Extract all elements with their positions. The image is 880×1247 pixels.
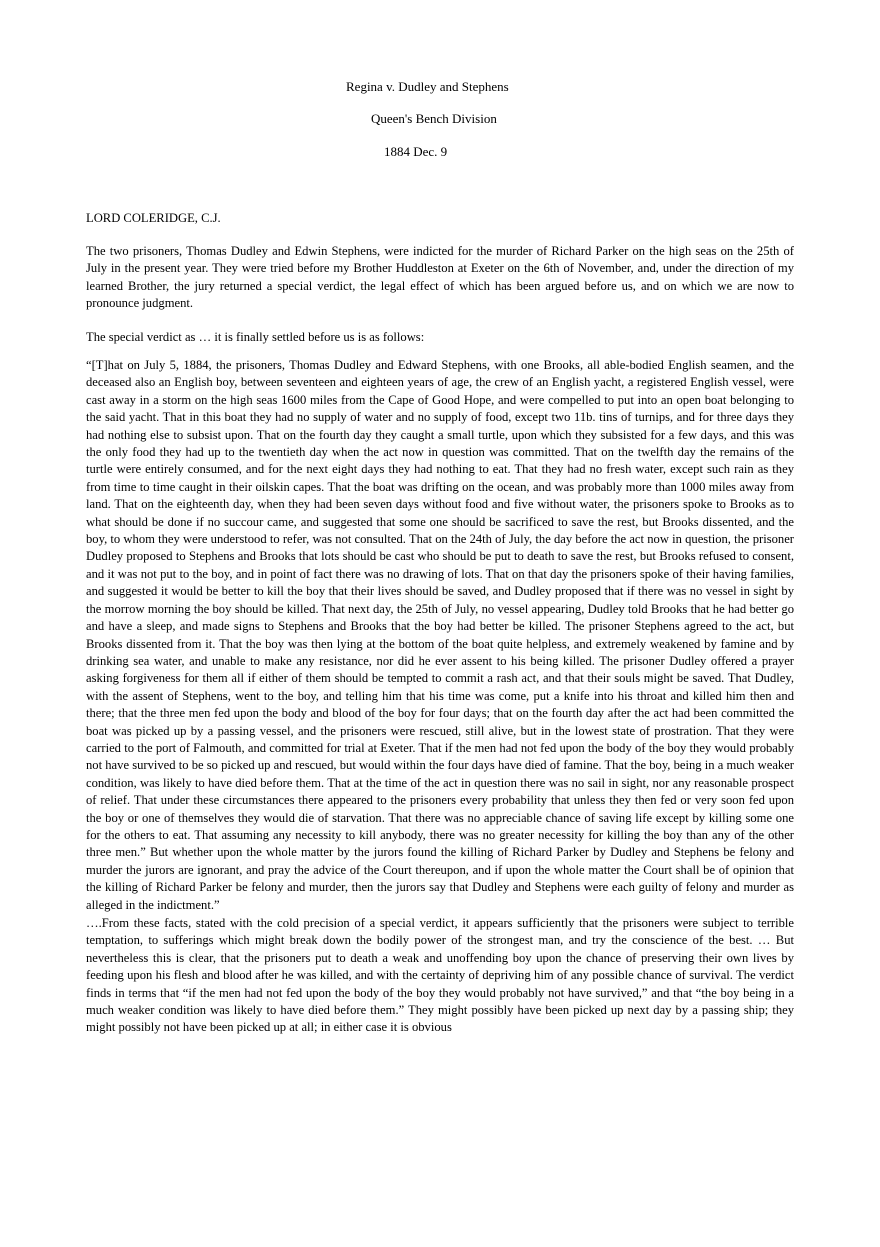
case-title: Regina v. Dudley and Stephens bbox=[346, 79, 509, 94]
judge-name: LORD COLERIDGE, C.J. bbox=[86, 211, 221, 225]
paragraph-analysis: ….From these facts, stated with the cold precision of a special verdict, it appears sufficiently that the prisoners were subject to terrible temptation, to sufferings which might break down the bodily power of the strongest man, and try the conscience of the best. … But nevertheless this is clear, that the prisoners put to death a weak and unoffending boy upon the chance of preserving their own lives by feeding upon his flesh and blood after he was killed, and with the certainty of depriving him of any possible chance of survival. The verdict finds in terms that “if the men had not fed upon the body of the boy they would probably not have survived,” and that “the boy being in a much weaker condition was likely to have died before them.” They might possibly have been picked up next day by a passing ship; they might possibly not have been picked up at all; in either case it is obvious bbox=[86, 916, 794, 1035]
court-name: Queen's Bench Division bbox=[371, 111, 497, 126]
case-date: 1884 Dec. 9 bbox=[384, 144, 448, 159]
paragraph-indictment: The two prisoners, Thomas Dudley and Edwin Stephens, were indicted for the murder of Richard Parker on the high seas on the 25th of July in the present year. They were tried before my Brother Huddleston at Exeter on the 6th of November, and, under the direction of my learned Brother, the jury returned a special verdict, the legal effect of which has been argued before us, and on which we are now to pronounce judgment. bbox=[86, 244, 794, 311]
paragraph-verdict-intro: The special verdict as … it is finally settled before us is as follows: bbox=[86, 330, 425, 344]
paragraph-special-verdict: “[T]hat on July 5, 1884, the prisoners, Thomas Dudley and Edward Stephens, with one Brooks, all able-bodied English seamen, and the deceased also an English boy, between seventeen and eighteen years of age, the crew of an English yacht, a registered English vessel, were cast away in a storm on the high seas 1600 miles from the Cape of Good Hope, and were compelled to put into an open boat belonging to the said yacht. That in this boat they had no supply of water and no supply of food, except two 11b. tins of turnips, and for three days they had nothing else to subsist upon. That on the fourth day they caught a small turtle, upon which they subsisted for a few days, and this was the only food they had up to the twentieth day when the act now in question was committed. That on the twelfth day the remains of the turtle were entirely consumed, and for the next eight days they had nothing to eat. That they had no fresh water, except such rain as they from time to time caught in their oilskin capes. That the boat was drifting on the ocean, and was probably more than 1000 miles away from land. That on the eighteenth day, when they had been seven days without food and five without water, the prisoners spoke to Brooks as to what should be done if no succour came, and suggested that some one should be sacrificed to save the rest, but Brooks dissented, and the boy, to whom they were understood to refer, was not consulted. That on the 24th of July, the day before the act now in question, the prisoner Dudley proposed to Stephens and Brooks that lots should be cast who should be put to death to save the rest, but Brooks refused to consent, and it was not put to the boy, and in point of fact there was no drawing of lots. That on that day the prisoners spoke of their having families, and suggested it would be better to kill the boy that their lives should be saved, and Dudley proposed that if there was no vessel in sight by the morrow morning the boy should be killed. That next day, the 25th of July, no vessel appearing, Dudley told Brooks that he had better go and have a sleep, and made signs to Stephens and Brooks that the boy had better be killed. The prisoner Stephens agreed to the act, but Brooks dissented from it. That the boy was then lying at the bottom of the boat quite helpless, and extremely weakened by famine and by drinking sea water, and unable to make any resistance, nor did he ever assent to his being killed. The prisoner Dudley offered a prayer asking forgiveness for them all if either of them should be tempted to commit a rash act, and that their souls might be saved. That Dudley, with the assent of Stephens, went to the boy, and telling him that his time was come, put a knife into his throat and killed him then and there; that the three men fed upon the body and blood of the boy for four days; that on the fourth day after the act had been committed the boat was picked up by a passing vessel, and the prisoners were rescued, still alive, but in the lowest state of prostration. That they were carried to the port of Falmouth, and committed for trial at Exeter. That if the men had not fed upon the body of the boy they would probably not have survived to be so picked up and rescued, but would within the four days have died of famine. That the boy, being in a much weaker condition, was likely to have died before them. That at the time of the act in question there was no sail in sight, nor any reasonable prospect of relief. That under these circumstances there appeared to the prisoners every probability that unless they then fed or very soon fed upon the boy or one of themselves they would die of starvation. That there was no appreciable chance of saving life except by killing some one for the others to eat. That assuming any necessity to kill anybody, there was no greater necessity for killing the boy than any of the other three men.” But whether upon the whole matter by the jurors found the killing of Richard Parker by Dudley and Stephens be felony and murder the jurors are ignorant, and pray the advice of the Court thereupon, and if upon the whole matter the Court shall be of opinion that the killing of Richard Parker be felony and murder, then the jurors say that Dudley and Stephens were each guilty of felony and murder as alleged in the indictment.” bbox=[86, 358, 794, 912]
